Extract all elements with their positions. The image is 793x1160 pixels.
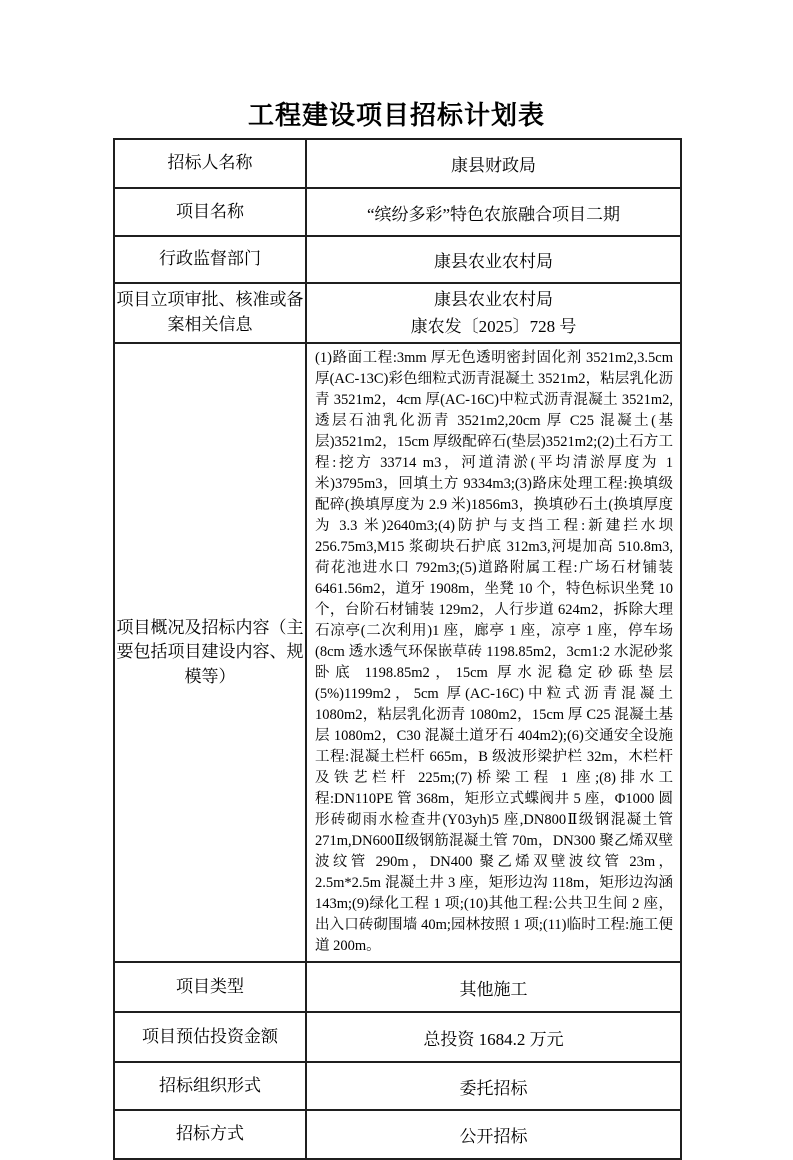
row-value: 康县财政局 <box>306 139 681 188</box>
row-value: 其他施工 <box>306 962 681 1012</box>
approval-document-number: 康农发〔2025〕728 号 <box>410 317 577 336</box>
row-value: 公开招标 <box>306 1110 681 1159</box>
row-label: 招标组织形式 <box>114 1062 306 1110</box>
bidding-plan-table <box>113 138 682 1160</box>
row-value: 委托招标 <box>306 1062 681 1110</box>
row-label: 项目类型 <box>114 962 306 1012</box>
table-row-organization-form <box>114 1062 681 1110</box>
row-label: 招标方式 <box>114 1110 306 1159</box>
table-row-bidding-method <box>114 1110 681 1159</box>
table-row-project-overview <box>114 343 681 962</box>
table-row-supervising-department <box>114 236 681 283</box>
table-row-project-name <box>114 188 681 236</box>
table-row-project-type <box>114 962 681 1012</box>
approval-authority: 康县农业农村局 <box>434 290 553 309</box>
row-label: 行政监督部门 <box>114 236 306 283</box>
project-overview-text: (1)路面工程:3mm 厚无色透明密封固化剂 3521m2,3.5cm 厚(AC-13C)彩色细粒式沥青混凝土 3521m2，粘层乳化沥青 3521m2，4cm 厚(AC-16C)中粒式沥青混凝土 3521m2,透层石油乳化沥青 3521m2,20cm 厚 C25 混凝土(基层)3521m2，15cm 厚级配碎石(垫层)3521m2;(2)土石方工程:挖方 33714 m3，河道清淤(平均清淤厚度为 1 米)3795m3，回填土方 9334m3;(3)路床处理工程:换填级配碎(换填厚度为 2.9 米)1856m3，换填砂石土(换填厚度为 3.3 米)2640m3;(4)防护与支挡工程:新建拦水坝 256.75m3,M15 浆砌块石护底 312m3,河堤加高 510.8m3,荷花池进水口 792m3;(5)道路附属工程:广场石材铺装 6461.56m2，道牙 1908m，坐凳 10 个，特色标识坐凳 10 个，台阶石材铺装 129m2，人行步道 624m2，拆除大理石凉亭(二次利用)1 座，廊亭 1 座，凉亭 1 座，停车场(8cm 透水透气环保嵌草砖 1198.85m2，3cm1:2 水泥砂浆卧底 1198.85m2，15cm 厚水泥稳定砂砾垫层(5%)1199m2，5cm 厚(AC-16C)中粒式沥青混凝土 1080m2，粘层乳化沥青 1080m2，15cm 厚 C25 混凝土基层 1080m2，C30 混凝土道牙石 404m2);(6)交通安全设施工程:混凝土栏杆 665m，B 级波形梁护栏 32m，木栏杆及铁艺栏杆 225m;(7)桥梁工程 1 座;(8)排水工程:DN110PE 管 368m，矩形立式蝶阀井 5 座，Φ1000 圆形砖砌雨水检查井(Y03yh)5 座,DN800Ⅱ级钢混凝土管 271m,DN600Ⅱ级钢筋混凝土管 70m，DN300 聚乙烯双壁波纹管 290m，DN400 聚乙烯双壁波纹管 23m，2.5m*2.5m 混凝土井 3 座，矩形边沟 118m，矩形边沟涵 143m;(9)绿化工程 1 项;(10)其他工程:公共卫生间 2 座，出入口砖砌围墙 40m;园林按照 1 项;(11)临时工程:施工便道 200m。 <box>306 343 681 962</box>
row-label: 招标人名称 <box>114 139 306 188</box>
page-title: 工程建设项目招标计划表 <box>247 100 545 130</box>
table-row-approval-info <box>114 283 681 343</box>
row-label: 项目预估投资金额 <box>114 1012 306 1062</box>
row-value: “缤纷多彩”特色农旅融合项目二期 <box>306 188 681 236</box>
row-value <box>306 283 681 343</box>
row-value: 总投资 1684.2 万元 <box>306 1012 681 1062</box>
table-row-bidder-name <box>114 139 681 188</box>
table-row-estimated-investment <box>114 1012 681 1062</box>
row-label: 项目名称 <box>114 188 306 236</box>
row-label: 项目立项审批、核准或备案相关信息 <box>114 283 306 343</box>
row-label: 项目概况及招标内容（主要包括项目建设内容、规模等） <box>114 343 306 962</box>
row-value: 康县农业农村局 <box>306 236 681 283</box>
